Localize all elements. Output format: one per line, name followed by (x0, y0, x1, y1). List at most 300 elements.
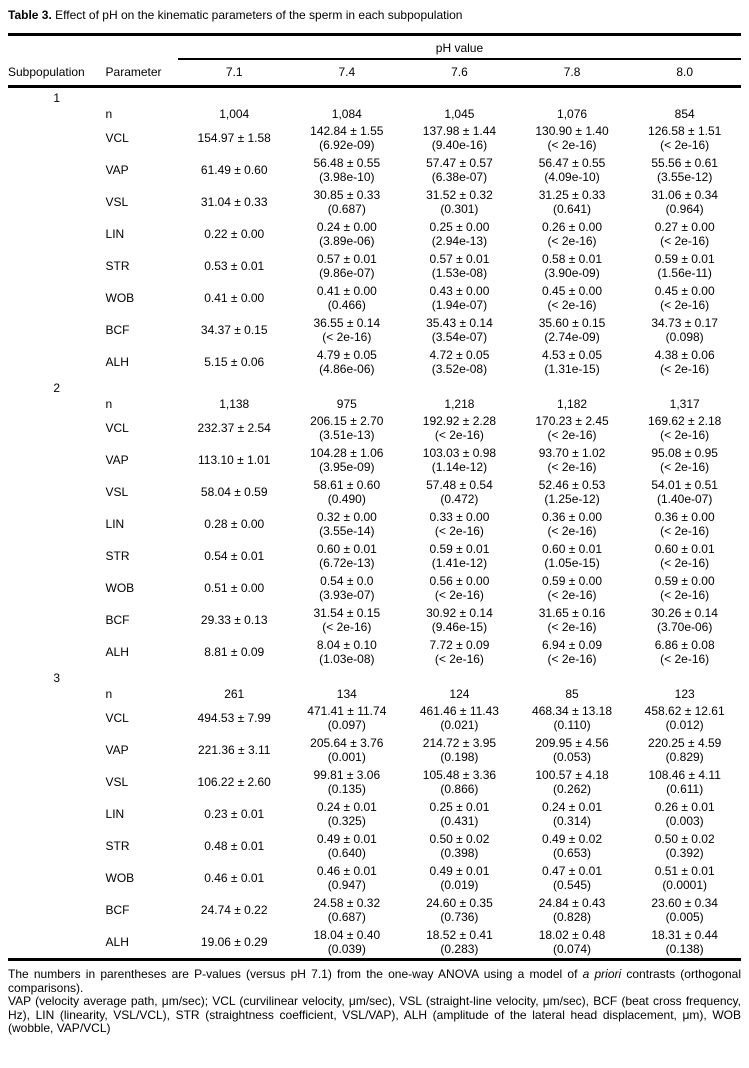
measurement-value: 1,076 (557, 107, 588, 121)
value-cell (403, 862, 516, 894)
subpopulation-spacer-cell (8, 926, 106, 958)
measurement-value: 1,218 (444, 397, 475, 411)
p-value: (0.0001) (662, 878, 708, 892)
measurement-value: 0.43 ± 0.00 (429, 284, 490, 298)
value-cell (516, 540, 629, 572)
measurement-value: 106.22 ± 2.60 (197, 775, 271, 789)
p-value: (0.964) (665, 202, 704, 216)
subpopulation-spacer-cell (8, 894, 106, 926)
measurement-value: 18.52 ± 0.41 (426, 928, 493, 942)
p-value: (3.70e-06) (656, 620, 713, 634)
measurement-value: 494.53 ± 7.99 (197, 711, 271, 725)
subpopulation-spacer-cell (8, 540, 106, 572)
value-cell (516, 395, 629, 412)
p-value: (0.325) (327, 814, 366, 828)
value-cell (628, 218, 741, 250)
table-caption (8, 8, 741, 23)
measurement-value: 19.06 ± 0.29 (200, 935, 268, 949)
measurement-value: 4.72 ± 0.05 (429, 348, 490, 362)
p-value: (< 2e-16) (660, 460, 710, 474)
p-value: (1.40e-07) (656, 492, 713, 506)
p-value: (3.89e-06) (319, 234, 375, 248)
measurement-value: 261 (224, 687, 245, 701)
subpopulation-spacer-cell (8, 702, 106, 734)
subpopulation-spacer-cell (8, 476, 106, 508)
p-value: (0.135) (327, 782, 366, 796)
subpopulation-spacer-cell (8, 105, 106, 122)
measurement-value: 18.31 ± 0.44 (651, 928, 718, 942)
measurement-value: 0.26 ± 0.01 (654, 800, 715, 814)
p-value: (4.09e-10) (544, 170, 600, 184)
p-value: (< 2e-16) (660, 588, 710, 602)
measurement-value: 93.70 ± 1.02 (538, 446, 606, 460)
value-cell (291, 476, 404, 508)
subpopulation-spacer-cell (8, 508, 106, 540)
measurement-value: 30.92 ± 0.14 (426, 606, 493, 620)
measurement-value: 24.58 ± 0.32 (313, 896, 381, 910)
p-value: (0.431) (440, 814, 479, 828)
p-value: (0.074) (553, 942, 592, 956)
value-cell (291, 122, 404, 154)
measurement-value: 0.26 ± 0.00 (542, 220, 603, 234)
measurement-value: 468.34 ± 13.18 (532, 704, 613, 718)
parameter-row (8, 636, 741, 668)
p-value: (3.51e-13) (319, 428, 375, 442)
value-cell (178, 766, 291, 798)
measurement-value: 0.24 ± 0.00 (316, 220, 377, 234)
value-cell (516, 685, 629, 702)
parameter-row (8, 862, 741, 894)
subpopulation-spacer-cell (8, 154, 106, 186)
p-value: (1.41e-12) (431, 556, 488, 570)
measurement-value: 0.23 ± 0.01 (204, 807, 265, 821)
table-footnotes (8, 968, 741, 1036)
parameter-name: VCL (105, 421, 129, 435)
parameter-row (8, 186, 741, 218)
value-cell (628, 685, 741, 702)
p-value: (3.55e-12) (656, 170, 713, 184)
value-cell (291, 218, 404, 250)
parameter-name: STR (105, 839, 130, 853)
p-value: (0.687) (327, 202, 366, 216)
table-body (8, 87, 741, 959)
measurement-value: 31.65 ± 0.16 (538, 606, 606, 620)
subpopulation-header-row (8, 87, 741, 106)
p-value: (0.866) (440, 782, 479, 796)
value-cell (178, 186, 291, 218)
row-spacer (106, 668, 741, 685)
parameter-name: ALH (105, 355, 129, 369)
value-cell (403, 572, 516, 604)
value-cell (178, 346, 291, 378)
p-value: (0.110) (553, 718, 591, 732)
measurement-value: 95.08 ± 0.95 (651, 446, 718, 460)
value-cell (403, 395, 516, 412)
p-value: (0.472) (440, 492, 479, 506)
column-header-ph-7.8: 7.8 (516, 59, 629, 87)
subpopulation-number: 2 (53, 381, 61, 395)
p-value: (< 2e-16) (547, 138, 597, 152)
value-cell (403, 926, 516, 958)
value-cell (178, 395, 291, 412)
parameter-name: LIN (105, 807, 125, 821)
value-cell (516, 862, 629, 894)
p-value: (0.653) (553, 846, 592, 860)
value-cell (628, 444, 741, 476)
value-cell (178, 105, 291, 122)
measurement-value: 105.48 ± 3.36 (422, 768, 497, 782)
value-cell (403, 702, 516, 734)
parameter-row (8, 444, 741, 476)
value-cell (403, 685, 516, 702)
measurement-value: 57.48 ± 0.54 (426, 478, 493, 492)
footnote-pvalues-pre: The numbers in parentheses are P-values (versus pH 7.1) from the one-way ANOVA using a model of (8, 967, 583, 981)
value-cell (291, 685, 404, 702)
value-cell (178, 798, 291, 830)
parameter-name: WOB (105, 581, 135, 595)
value-cell (628, 766, 741, 798)
footnote-pvalues-italic: a priori (582, 967, 622, 981)
subpopulation-number: 1 (53, 91, 61, 105)
p-value: (9.40e-16) (431, 138, 488, 152)
parameter-name: VSL (105, 485, 129, 499)
footnote-pvalues-post: contrasts (orthogonal comparisons). (8, 967, 741, 995)
value-cell (516, 314, 629, 346)
p-value: (3.98e-10) (319, 170, 375, 184)
value-cell (291, 412, 404, 444)
measurement-value: 232.37 ± 2.54 (197, 421, 271, 435)
value-cell (291, 540, 404, 572)
kinematics-table (8, 36, 741, 958)
measurement-value: 975 (336, 397, 357, 411)
measurement-value: 0.57 ± 0.01 (429, 252, 490, 266)
value-cell (178, 702, 291, 734)
value-cell (403, 604, 516, 636)
value-cell (291, 830, 404, 862)
p-value: (< 2e-16) (547, 524, 597, 538)
value-cell (291, 734, 404, 766)
parameter-name: n (105, 397, 113, 411)
p-value: (1.05e-15) (544, 556, 600, 570)
parameter-row (8, 250, 741, 282)
value-cell (628, 395, 741, 412)
value-cell (516, 926, 629, 958)
measurement-value: 6.86 ± 0.08 (654, 638, 715, 652)
measurement-value: 0.51 ± 0.00 (204, 581, 265, 595)
p-value: (< 2e-16) (660, 298, 710, 312)
p-value: (< 2e-16) (547, 460, 597, 474)
footnote-abbreviations: VAP (velocity average path, μm/sec); VCL (curvilinear velocity, μm/sec), VSL (straight-line velocity, μm/sec), BCF (beat cross frequency, Hz), LIN (linearity, VSL/VCL), STR (straightness coefficient, VSL/VAP), ALH (amplitude of the lateral head displacement, μm), WOB (wobble, VAP/VCL) (8, 994, 741, 1036)
subpopulation-number: 3 (53, 671, 61, 685)
measurement-value: 0.45 ± 0.00 (654, 284, 715, 298)
value-cell (178, 685, 291, 702)
value-cell (178, 250, 291, 282)
parameter-row (8, 476, 741, 508)
p-value: (0.687) (327, 910, 366, 924)
measurement-value: 35.60 ± 0.15 (538, 316, 606, 330)
p-value: (3.55e-14) (319, 524, 375, 538)
value-cell (178, 476, 291, 508)
parameter-name: BCF (105, 613, 130, 627)
subpopulation-spacer-cell (8, 862, 106, 894)
ph-value-span-header: pH value (178, 36, 741, 59)
p-value: (1.94e-07) (431, 298, 488, 312)
p-value: (< 2e-16) (434, 428, 484, 442)
measurement-value: 36.55 ± 0.14 (313, 316, 381, 330)
measurement-value: 124 (449, 687, 470, 701)
subpopulation-spacer-cell (8, 395, 106, 412)
value-cell (291, 604, 404, 636)
measurement-value: 0.24 ± 0.01 (542, 800, 603, 814)
measurement-value: 130.90 ± 1.40 (535, 124, 609, 138)
value-cell (628, 830, 741, 862)
measurement-value: 1,317 (669, 397, 700, 411)
measurement-value: 52.46 ± 0.53 (538, 478, 606, 492)
parameter-row (8, 540, 741, 572)
value-cell (628, 476, 741, 508)
parameter-name: n (105, 107, 113, 121)
value-cell (178, 572, 291, 604)
p-value: (0.301) (440, 202, 479, 216)
measurement-value: 24.60 ± 0.35 (426, 896, 493, 910)
p-value: (0.019) (440, 878, 479, 892)
measurement-value: 0.49 ± 0.01 (316, 832, 377, 846)
measurement-value: 0.60 ± 0.01 (316, 542, 377, 556)
parameter-row (8, 412, 741, 444)
value-cell (403, 346, 516, 378)
header-spacer (8, 36, 106, 59)
p-value: (1.25e-12) (544, 492, 600, 506)
measurement-value: 170.23 ± 2.45 (535, 414, 609, 428)
measurement-value: 0.33 ± 0.00 (429, 510, 490, 524)
value-cell (516, 604, 629, 636)
value-cell (291, 702, 404, 734)
measurement-value: 18.02 ± 0.48 (538, 928, 606, 942)
p-value: (0.490) (327, 492, 366, 506)
subpopulation-spacer-cell (8, 186, 106, 218)
value-cell (516, 250, 629, 282)
parameter-name: WOB (105, 871, 135, 885)
measurement-value: 1,138 (219, 397, 250, 411)
subpopulation-header-row (8, 668, 741, 685)
p-value: (< 2e-16) (322, 330, 372, 344)
p-value: (< 2e-16) (547, 652, 597, 666)
measurement-value: 0.22 ± 0.00 (204, 227, 265, 241)
p-value: (0.039) (327, 942, 366, 956)
measurement-value: 0.49 ± 0.02 (542, 832, 603, 846)
measurement-value: 1,084 (331, 107, 362, 121)
measurement-value: 0.45 ± 0.00 (542, 284, 603, 298)
parameter-name: n (105, 687, 113, 701)
value-cell (403, 830, 516, 862)
kinematics-table-wrapper (8, 33, 741, 961)
value-cell (291, 798, 404, 830)
measurement-value: 0.57 ± 0.01 (316, 252, 377, 266)
subpopulation-header-row (8, 378, 741, 395)
parameter-row (8, 572, 741, 604)
parameter-row (8, 154, 741, 186)
p-value: (0.053) (553, 750, 592, 764)
subpopulation-spacer-cell (8, 412, 106, 444)
p-value: (0.001) (327, 750, 366, 764)
parameter-name: BCF (105, 903, 130, 917)
measurement-value: 206.15 ± 2.70 (310, 414, 384, 428)
value-cell (291, 105, 404, 122)
count-row (8, 685, 741, 702)
p-value: (3.52e-08) (431, 362, 488, 376)
measurement-value: 58.04 ± 0.59 (200, 485, 268, 499)
measurement-value: 0.41 ± 0.00 (316, 284, 377, 298)
subpopulation-spacer-cell (8, 444, 106, 476)
p-value: (3.90e-09) (544, 266, 600, 280)
value-cell (516, 346, 629, 378)
parameter-name: LIN (105, 227, 125, 241)
value-cell (628, 282, 741, 314)
measurement-value: 104.28 ± 1.06 (310, 446, 384, 460)
table-caption-label: Table 3. (8, 8, 52, 22)
value-cell (403, 508, 516, 540)
measurement-value: 23.60 ± 0.34 (651, 896, 718, 910)
measurement-value: 1,004 (219, 107, 250, 121)
value-cell (178, 926, 291, 958)
value-cell (516, 412, 629, 444)
parameter-name: LIN (105, 517, 125, 531)
p-value: (0.828) (553, 910, 592, 924)
p-value: (< 2e-16) (547, 620, 597, 634)
value-cell (178, 830, 291, 862)
column-header-ph-7.6: 7.6 (403, 59, 516, 87)
p-value: (1.56e-11) (657, 266, 712, 280)
measurement-value: 5.15 ± 0.06 (204, 355, 265, 369)
value-cell (516, 572, 629, 604)
parameter-row (8, 798, 741, 830)
p-value: (0.641) (553, 202, 592, 216)
ph-span-header-row (8, 36, 741, 59)
value-cell (403, 476, 516, 508)
value-cell (403, 636, 516, 668)
value-cell (628, 186, 741, 218)
value-cell (628, 314, 741, 346)
column-header-row (8, 59, 741, 87)
p-value: (0.545) (553, 878, 592, 892)
value-cell (291, 186, 404, 218)
measurement-value: 0.49 ± 0.01 (429, 864, 490, 878)
column-header-ph-8.0: 8.0 (628, 59, 741, 87)
p-value: (< 2e-16) (547, 588, 597, 602)
value-cell (516, 122, 629, 154)
p-value: (0.947) (327, 878, 366, 892)
value-cell (403, 766, 516, 798)
value-cell (628, 572, 741, 604)
value-cell (628, 734, 741, 766)
p-value: (< 2e-16) (660, 652, 710, 666)
p-value: (0.097) (327, 718, 366, 732)
measurement-value: 24.74 ± 0.22 (200, 903, 268, 917)
measurement-value: 0.54 ± 0.0 (320, 574, 374, 588)
measurement-value: 54.01 ± 0.51 (651, 478, 718, 492)
column-header-subpopulation: Subpopulation (8, 59, 106, 87)
value-cell (178, 540, 291, 572)
p-value: (0.262) (553, 782, 592, 796)
p-value: (< 2e-16) (547, 234, 597, 248)
value-cell (291, 926, 404, 958)
parameter-row (8, 894, 741, 926)
parameter-row (8, 508, 741, 540)
parameter-row (8, 122, 741, 154)
p-value: (0.736) (440, 910, 479, 924)
value-cell (291, 346, 404, 378)
subpopulation-spacer-cell (8, 314, 106, 346)
parameter-name: VAP (105, 453, 129, 467)
value-cell (291, 395, 404, 412)
subpopulation-spacer-cell (8, 734, 106, 766)
measurement-value: 4.79 ± 0.05 (316, 348, 377, 362)
header-spacer (106, 36, 178, 59)
measurement-value: 0.59 ± 0.01 (429, 542, 490, 556)
p-value: (0.392) (665, 846, 704, 860)
value-cell (291, 444, 404, 476)
measurement-value: 461.46 ± 11.43 (419, 704, 499, 718)
p-value: (2.74e-09) (544, 330, 600, 344)
value-cell (628, 636, 741, 668)
measurement-value: 0.59 ± 0.00 (542, 574, 603, 588)
measurement-value: 0.50 ± 0.02 (654, 832, 715, 846)
value-cell (516, 105, 629, 122)
parameter-row (8, 926, 741, 958)
subpopulation-spacer-cell (8, 122, 106, 154)
value-cell (628, 604, 741, 636)
value-cell (291, 572, 404, 604)
subpopulation-spacer-cell (8, 830, 106, 862)
value-cell (178, 282, 291, 314)
measurement-value: 31.04 ± 0.33 (200, 195, 268, 209)
measurement-value: 99.81 ± 3.06 (313, 768, 381, 782)
measurement-value: 103.03 ± 0.98 (422, 446, 497, 460)
value-cell (178, 508, 291, 540)
measurement-value: 55.56 ± 0.61 (651, 156, 718, 170)
value-cell (291, 766, 404, 798)
p-value: (0.021) (440, 718, 479, 732)
value-cell (403, 412, 516, 444)
value-cell (178, 218, 291, 250)
p-value: (< 2e-16) (434, 524, 484, 538)
value-cell (178, 444, 291, 476)
value-cell (516, 444, 629, 476)
parameter-row (8, 604, 741, 636)
value-cell (516, 766, 629, 798)
column-header-parameter: Parameter (106, 59, 178, 87)
subpopulation-spacer-cell (8, 766, 106, 798)
subpopulation-spacer-cell (8, 604, 106, 636)
p-value: (1.03e-08) (319, 652, 375, 666)
measurement-value: 1,045 (444, 107, 475, 121)
value-cell (178, 636, 291, 668)
measurement-value: 221.36 ± 3.11 (198, 743, 271, 757)
value-cell (516, 186, 629, 218)
measurement-value: 61.49 ± 0.60 (200, 163, 268, 177)
measurement-value: 8.04 ± 0.10 (316, 638, 377, 652)
measurement-value: 134 (336, 687, 357, 701)
value-cell (403, 282, 516, 314)
p-value: (< 2e-16) (434, 652, 484, 666)
column-header-ph-7.1: 7.1 (178, 59, 291, 87)
measurement-value: 85 (565, 687, 579, 701)
p-value: (< 2e-16) (434, 588, 484, 602)
value-cell (516, 154, 629, 186)
measurement-value: 137.98 ± 1.44 (422, 124, 497, 138)
p-value: (< 2e-16) (660, 138, 710, 152)
footnote-pvalues (8, 968, 741, 995)
